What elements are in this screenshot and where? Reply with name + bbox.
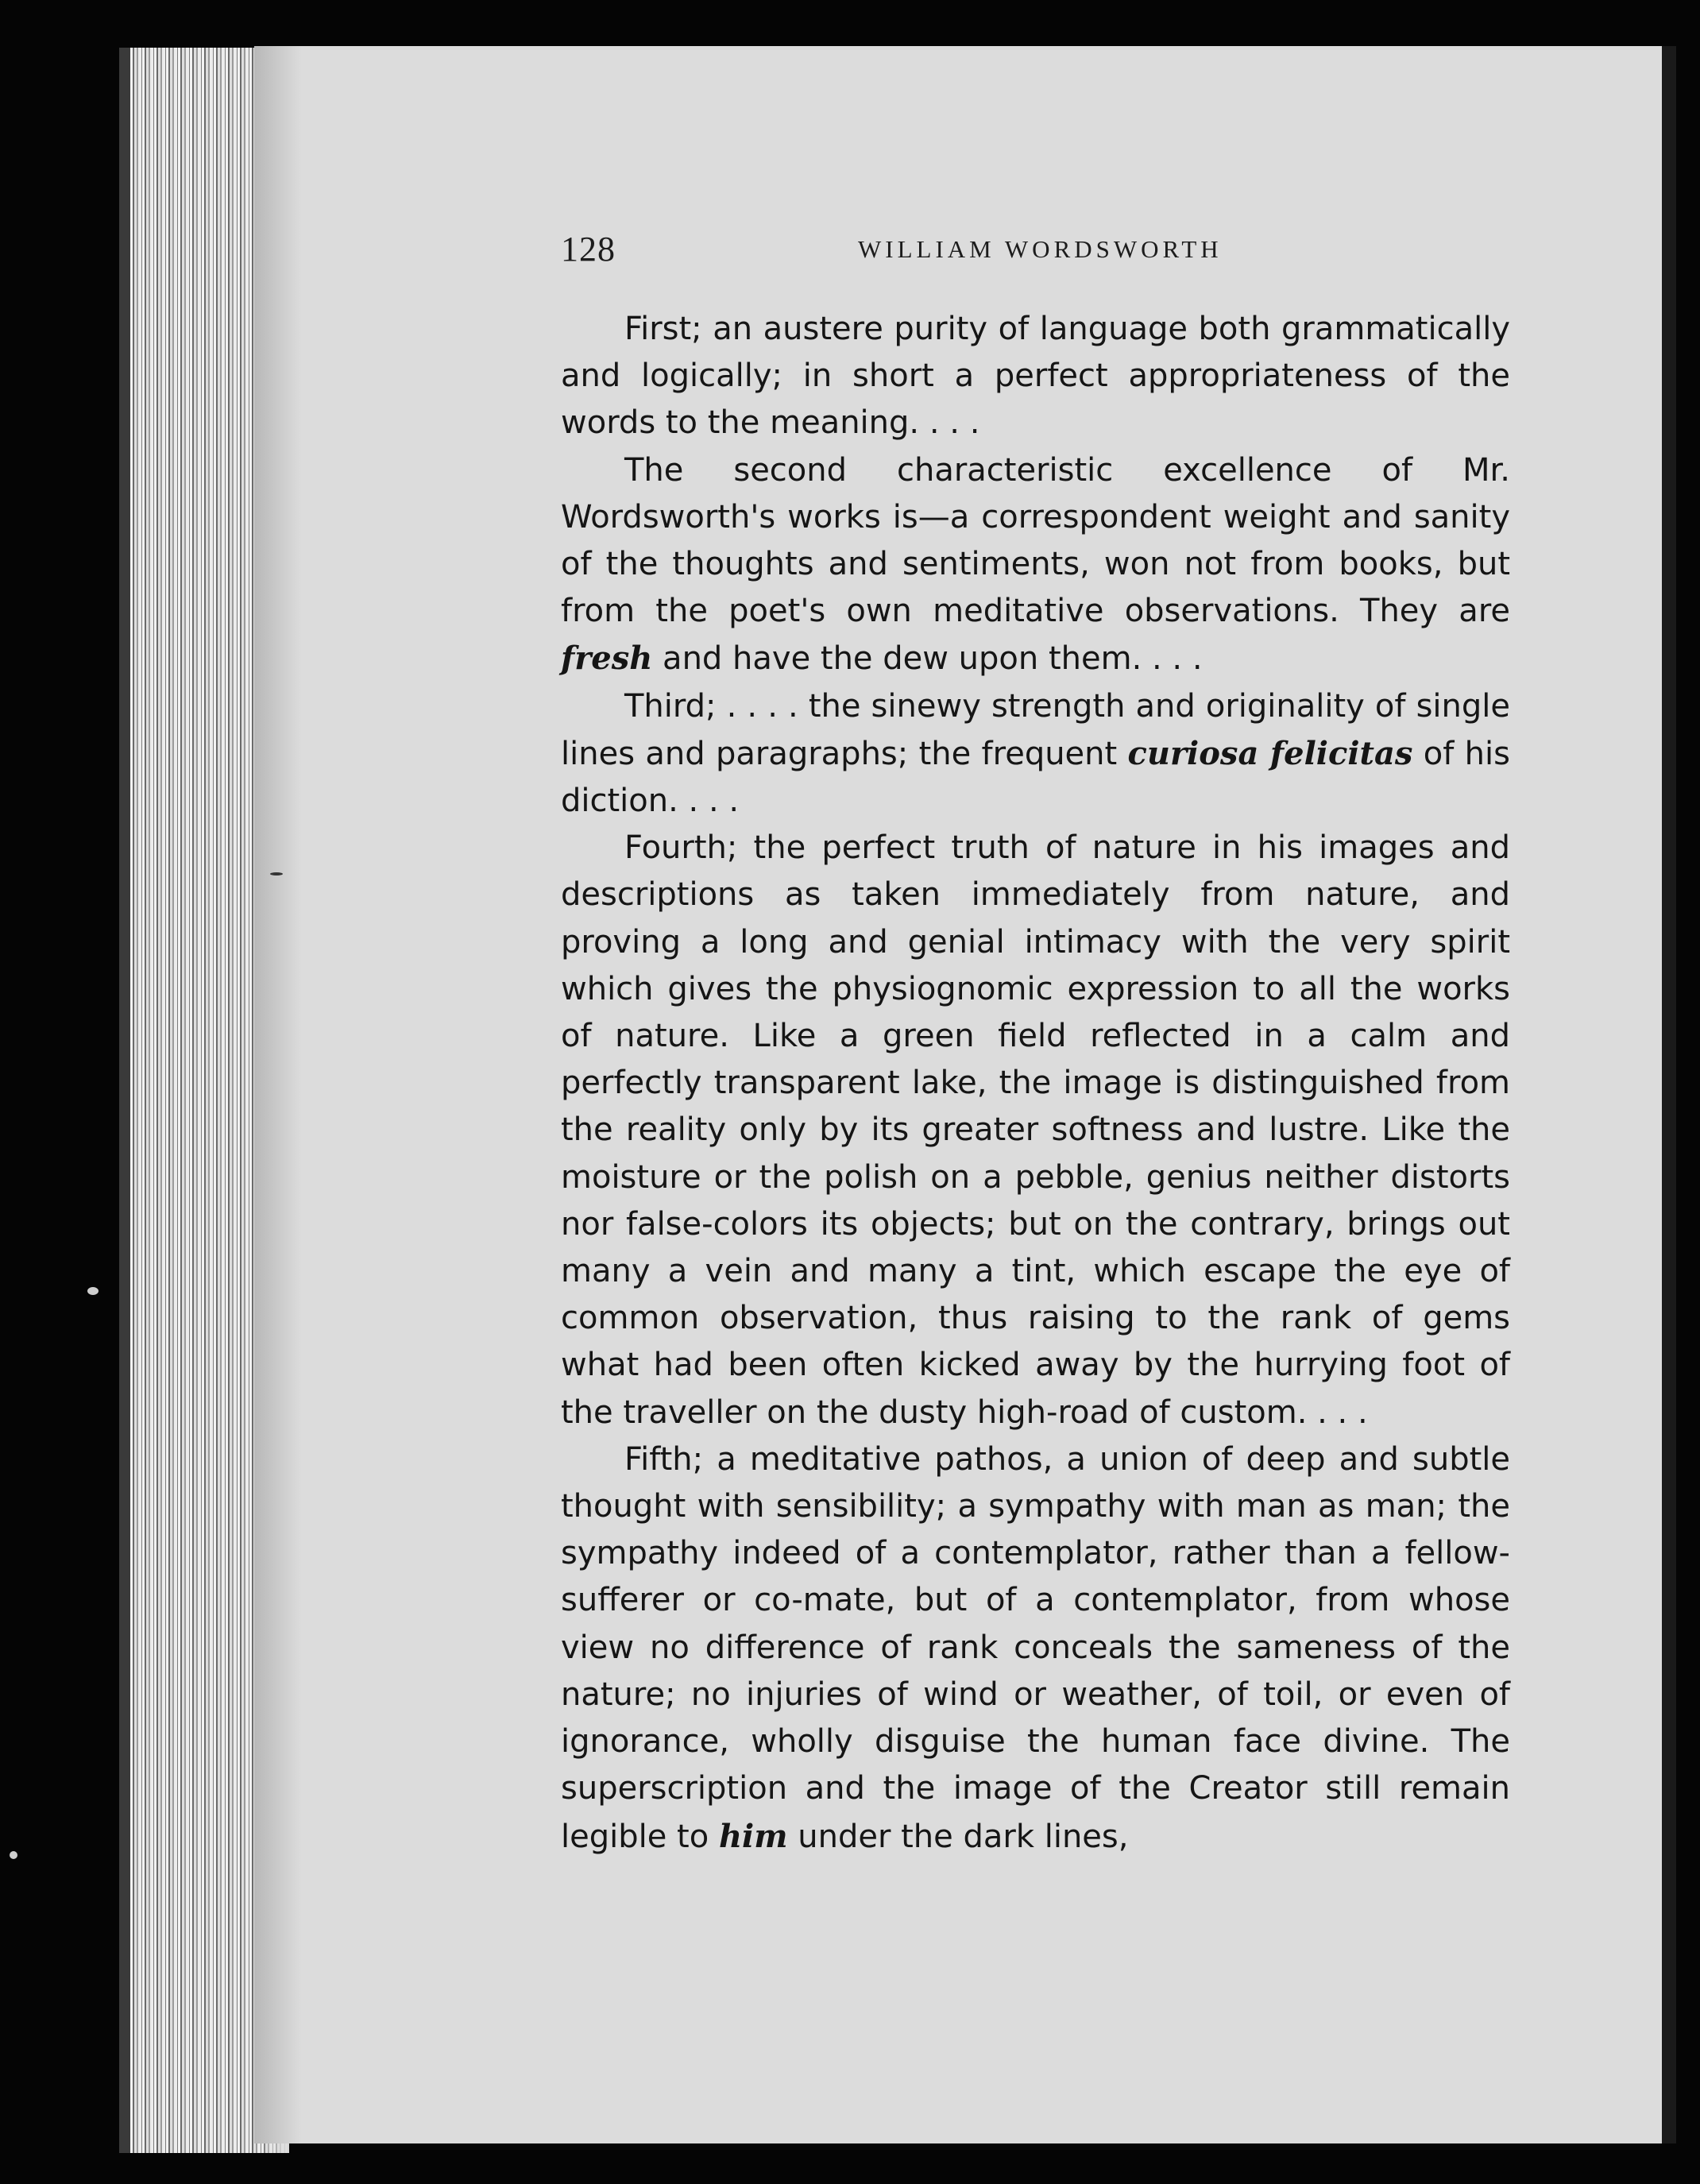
body-text (561, 306, 1510, 1861)
paragraph-text: First; an austere purity of language both grammatically and logically; in short a perfect appropriateness of the words to the meaning. . . . (561, 311, 1510, 442)
paragraph-fifth (561, 1436, 1510, 1861)
paragraph-first (561, 306, 1510, 447)
paragraph-text: Fifth; a meditative pathos, a union of deep and subtle thought with sensibility; a sympathy with man as man; the sympathy indeed of a contemplator, rather than a fellow-sufferer or co-mate, but of a contemplator, from whose view no difference of rank conceals the sameness of the nature; no injuries of wind or weather, of toil, or even of ignorance, wholly disguise the human face divine. The superscription and the image of the Creator still remain legible to (561, 1440, 1510, 1855)
italic-phrase: curiosa felicitas (1127, 734, 1413, 772)
paragraph-second (561, 447, 1510, 683)
paragraph-text: Fourth; the perfect truth of nature in his images and descriptions as taken immediately from nature, and proving a long and genial intimacy with the very spirit which gives the physiognomic expression to all the works of nature. Like a green field reflected in a calm and perfectly transparent lake, the image is distinguished from the reality only by its greater softness and lustre. Like the moisture or the polish on a pebble, genius neither distorts nor false-colors its objects; but on the contrary, brings out many a vein and many a tint, which escape the eye of common observation, thus raising to the rank of gems what had been often kicked away by the hurrying foot of the traveller on the dusty high-road of custom. . . . (561, 829, 1510, 1431)
page-header (561, 229, 1514, 284)
paragraph-fourth (561, 825, 1510, 1436)
paragraph-third (561, 683, 1510, 825)
running-head: WILLIAM WORDSWORTH (858, 235, 1223, 263)
italic-word: him (718, 1817, 788, 1855)
paragraph-text: and have the dew upon them. . . . (652, 640, 1203, 678)
italic-word: fresh (561, 640, 653, 678)
page-number: 128 (561, 230, 616, 269)
dust-speck (270, 872, 283, 876)
gutter-shadow (254, 46, 302, 2143)
paragraph-text: under the dark lines, (787, 1818, 1129, 1855)
dust-speck (87, 1287, 99, 1295)
paragraph-text: of his diction. . . . (561, 735, 1510, 820)
paragraph-text: The second characteristic excellence of Mr. Wordsworth's works is—a correspondent weight and sanity of the thoughts and sentiments, won not from books, but from the poet's own meditative observations. They are (561, 451, 1510, 630)
dust-speck (10, 1851, 17, 1859)
paragraph-text: Third; . . . . the sinewy strength and originality of single lines and paragraphs; the frequent (561, 687, 1510, 772)
